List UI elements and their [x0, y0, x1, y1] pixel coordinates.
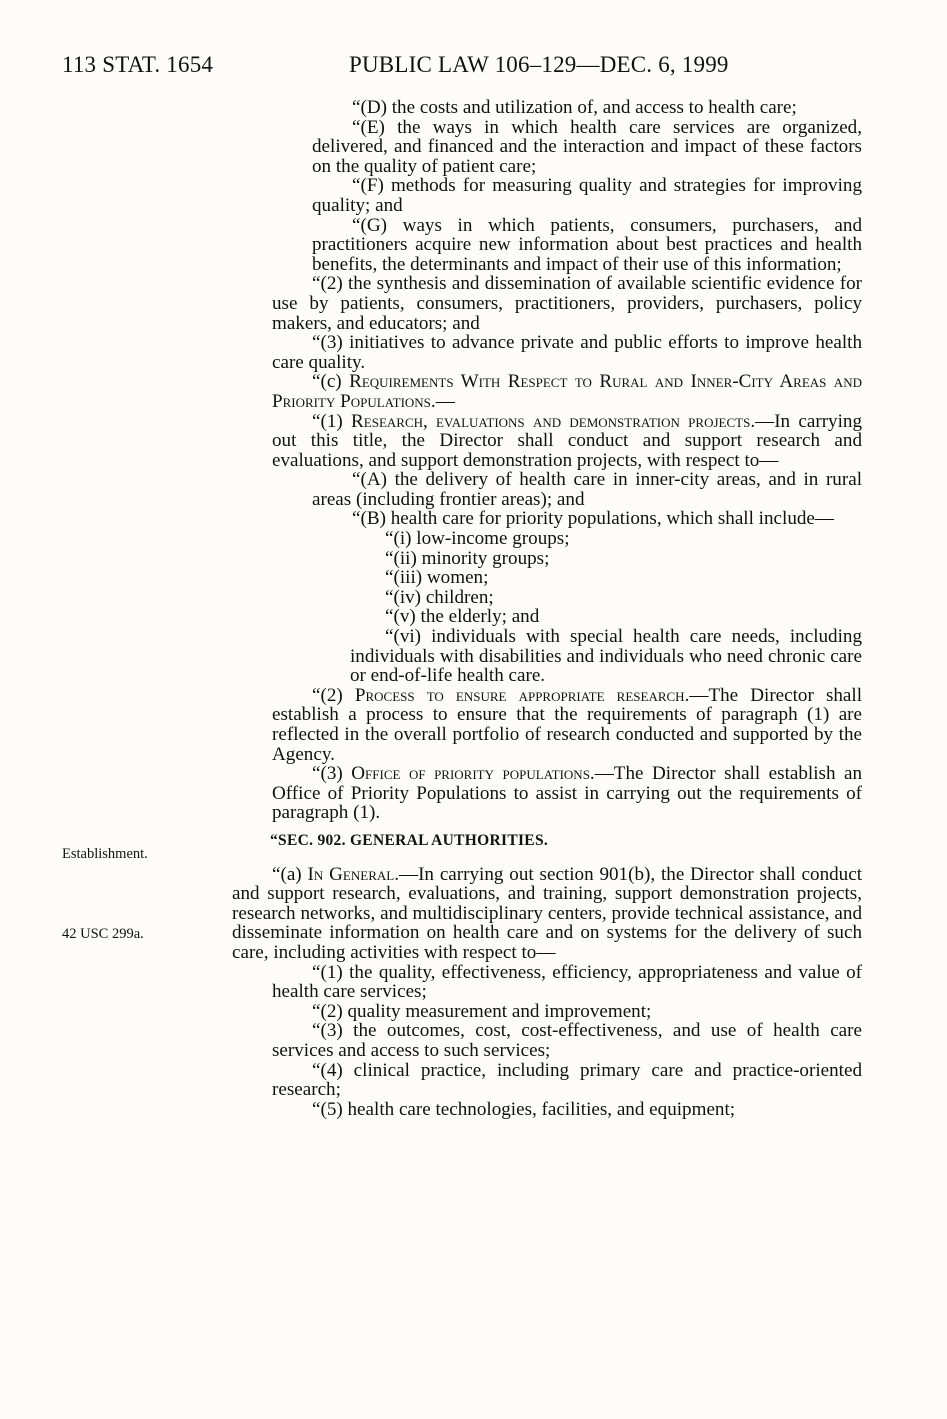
- paragraph-a3: “(3) the outcomes, cost, cost-effectiveness, and use of health care services and access to such services;: [272, 1020, 862, 1061]
- a-prefix: “(a): [272, 863, 308, 885]
- section-heading: “SEC. 902. GENERAL AUTHORITIES.: [270, 831, 549, 849]
- c3-heading: Office of priority populations.: [351, 763, 595, 785]
- c-suffix: —: [435, 390, 455, 412]
- c-prefix: “(c): [312, 371, 350, 393]
- margin-note-usc: 42 USC 299a.: [62, 926, 144, 942]
- paragraph-a2: “(2) quality measurement and improvement;: [312, 1000, 652, 1022]
- page-citation: 113 STAT. 1654: [62, 52, 214, 77]
- c1-prefix: “(1): [312, 410, 352, 432]
- c1-heading: Research, evaluations and demonstration projects.: [351, 410, 756, 432]
- law-title: PUBLIC LAW 106–129—DEC. 6, 1999: [349, 52, 729, 77]
- margin-note-establishment: Establishment.: [62, 846, 148, 862]
- c3-prefix: “(3): [312, 763, 352, 785]
- paragraph-g: “(G) ways in which patients, consumers, purchasers, and practitioners acquire new information about best practices and health benefits, the determinants and impact of their use of this information;: [312, 214, 862, 275]
- subsection-c-heading: [272, 372, 862, 411]
- paragraph-3: “(3) initiatives to advance private and public efforts to improve health care quality.: [272, 332, 862, 373]
- clause-iii: “(iii) women;: [385, 567, 489, 589]
- clause-i: “(i) low-income groups;: [385, 528, 570, 550]
- paragraph-2: “(2) the synthesis and dissemination of available scientific evidence for use by patients, consumers, practitioners, providers, purchasers, policy makers, and educators; and: [272, 273, 862, 334]
- page-header: [62, 52, 862, 86]
- c2-prefix: “(2): [312, 684, 355, 706]
- clause-iv: “(iv) children;: [385, 586, 494, 608]
- c-heading-text: Requirements With Respect to Rural and Inner-City Areas and Priority Populations.: [272, 371, 862, 412]
- paragraph-a: [232, 865, 862, 963]
- c2-text: —The Director shall establish a process to ensure that the requirements of paragraph (1) are reflected in the overall portfolio of research conducted and supported by the Agency.: [272, 684, 863, 765]
- paragraph-c1a: “(A) the delivery of health care in inner-city areas, and in rural areas (including frontier areas); and: [312, 469, 862, 510]
- paragraph-c2: [272, 686, 862, 764]
- paragraph-d: “(D) the costs and utilization of, and access to health care;: [352, 97, 797, 118]
- paragraph-a4: “(4) clinical practice, including primary care and practice-oriented research;: [272, 1059, 862, 1101]
- paragraph-c3: [272, 764, 862, 823]
- paragraph-c1: [272, 412, 862, 471]
- clause-v: “(v) the elderly; and: [385, 606, 540, 628]
- document-body: [232, 97, 863, 1120]
- paragraph-e: “(E) the ways in which health care services are organized, delivered, and financed and the interaction and impact of these factors on the quality of patient care;: [312, 116, 862, 177]
- paragraph-c1b: “(B) health care for priority populations, which shall include—: [352, 508, 834, 530]
- c2-heading: Process to ensure appropriate research.: [354, 684, 690, 706]
- paragraph-a5: “(5) health care technologies, facilities, and equipment;: [312, 1098, 736, 1120]
- clause-vi: “(vi) individuals with special health care needs, including individuals with disabilities and individuals who need chronic care or end-of-life health care.: [350, 626, 862, 687]
- c1-text: —In carrying out this title, the Director shall conduct and support research and evaluations, and support demonstration projects, with respect to—: [272, 410, 862, 471]
- paragraph-f: “(F) methods for measuring quality and strategies for improving quality; and: [312, 175, 862, 216]
- paragraph-a1: “(1) the quality, effectiveness, efficiency, appropriateness and value of health care services;: [272, 961, 862, 1003]
- clause-ii: “(ii) minority groups;: [385, 547, 550, 569]
- c3-text: —The Director shall establish an Office of Priority Populations to assist in carrying out the requirements of paragraph (1).: [272, 763, 863, 824]
- a-text: —In carrying out section 901(b), the Director shall conduct and support research, evaluations, and training, support demonstration projects, research networks, and multidisciplinary centers, provide technical assistance, and disseminate information on health care and on systems for the delivery of such care, including activities with respect to—: [232, 863, 862, 963]
- a-heading: In General.: [307, 863, 399, 885]
